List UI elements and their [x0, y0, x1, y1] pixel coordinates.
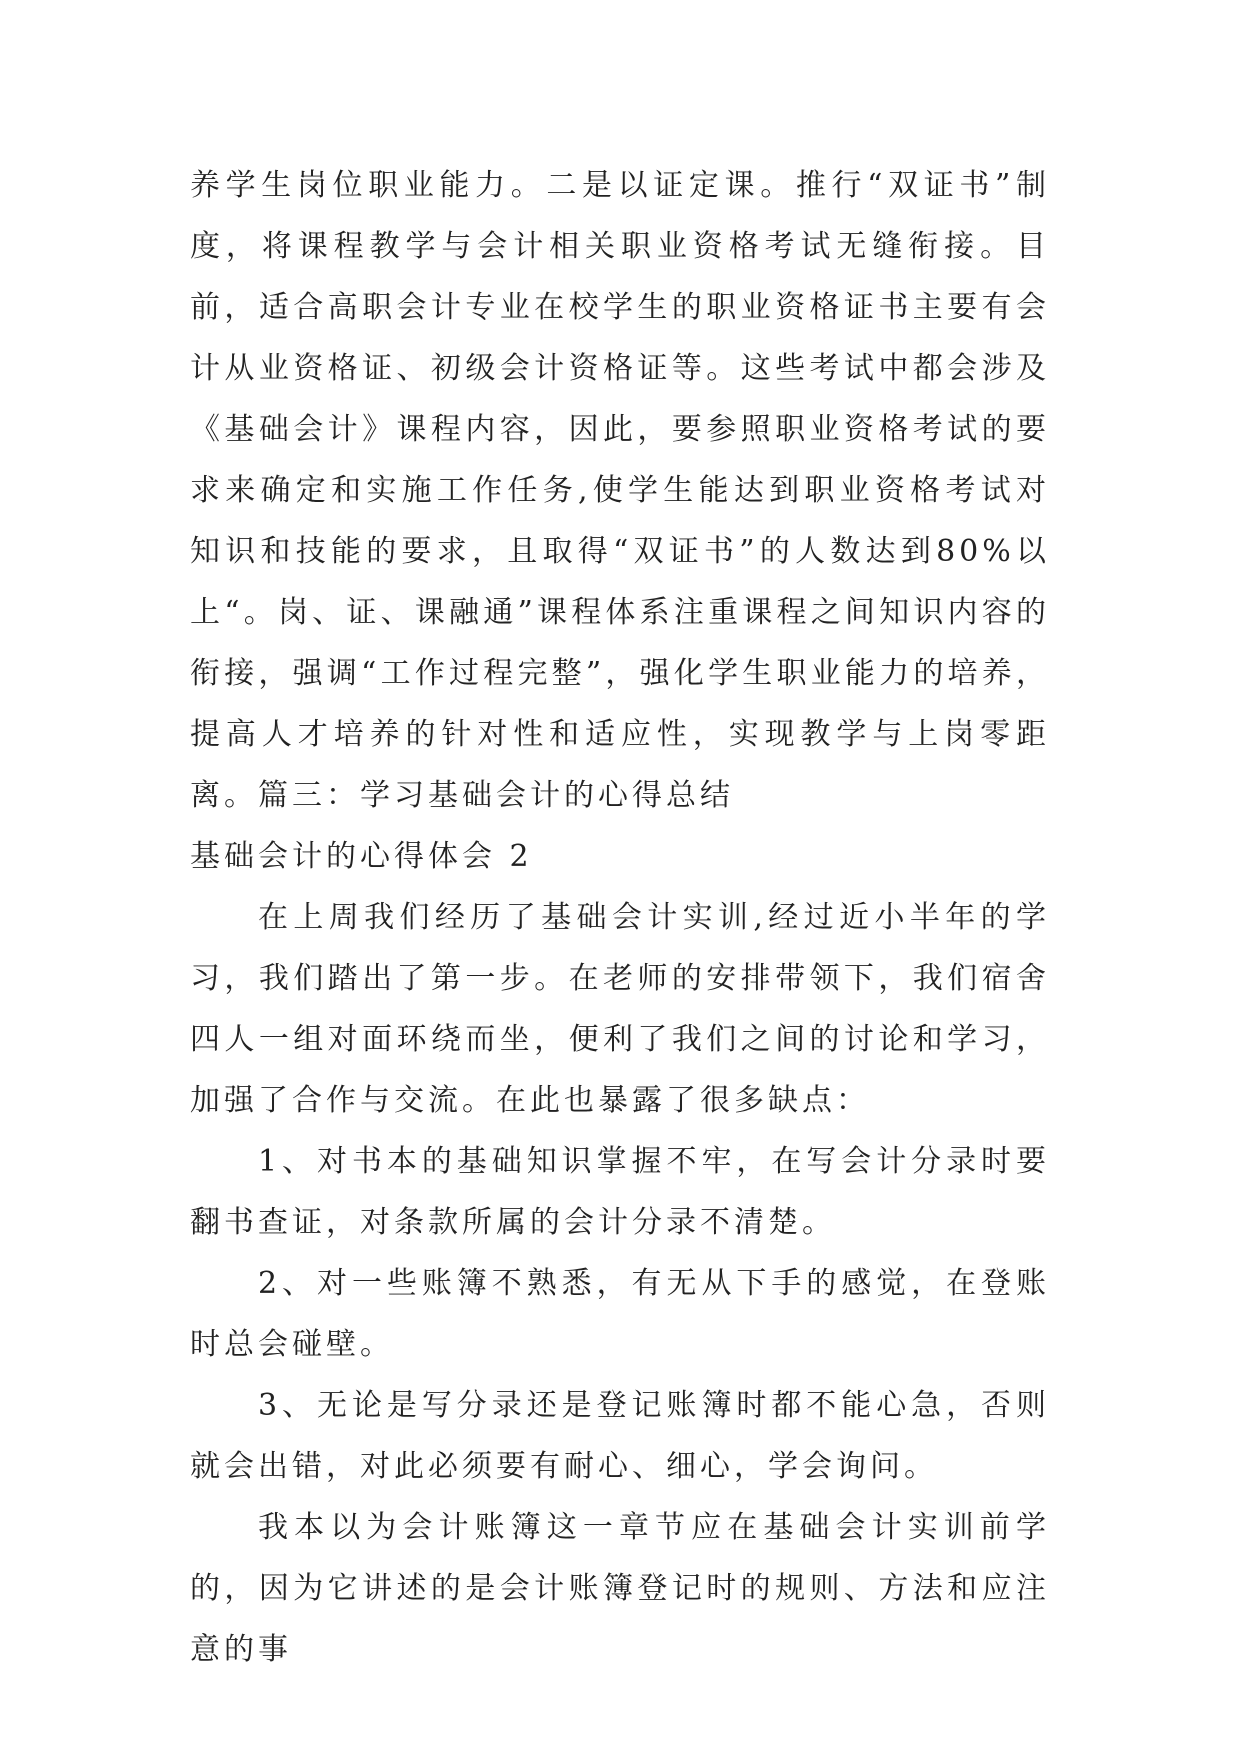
document-body — [190, 155, 1050, 1680]
paragraph-intro: 在上周我们经历了基础会计实训,经过近小半年的学习，我们踏出了第一步。在老师的安排带领下，我们宿舍四人一组对面环绕而坐，便利了我们之间的讨论和学习，加强了合作与交流。在此也暴露了很多缺点： — [190, 900, 1050, 1118]
list-item-2: 2、对一些账簿不熟悉，有无从下手的感觉，在登账时总会碰壁。 — [190, 1266, 1050, 1362]
list-item-1: 1、对书本的基础知识掌握不牢，在写会计分录时要翻书查证，对条款所属的会计分录不清楚。 — [190, 1144, 1050, 1240]
list-item-3: 3、无论是写分录还是登记账簿时都不能心急，否则就会出错，对此必须要有耐心、细心，学会询问。 — [190, 1388, 1050, 1484]
paragraph-continuation: 养学生岗位职业能力。二是以证定课。推行“双证书”制度，将课程教学与会计相关职业资格考试无缝衔接。目前，适合高职会计专业在校学生的职业资格证书主要有会计从业资格证、初级会计资格证等。这些考试中都会涉及《基础会计》课程内容，因此，要参照职业资格考试的要求来确定和实施工作任务,使学生能达到职业资格考试对知识和技能的要求，且取得“双证书”的人数达到80%以上“。岗、证、课融通”课程体系注重课程之间知识内容的衔接，强调“工作过程完整”，强化学生职业能力的培养，提高人才培养的针对性和适应性，实现教学与上岗零距离。篇三：学习基础会计的心得总结 — [190, 168, 1050, 813]
paragraph-closing: 我本以为会计账簿这一章节应在基础会计实训前学的，因为它讲述的是会计账簿登记时的规则、方法和应注意的事 — [190, 1510, 1050, 1667]
section-heading: 基础会计的心得体会 2 — [190, 839, 533, 874]
